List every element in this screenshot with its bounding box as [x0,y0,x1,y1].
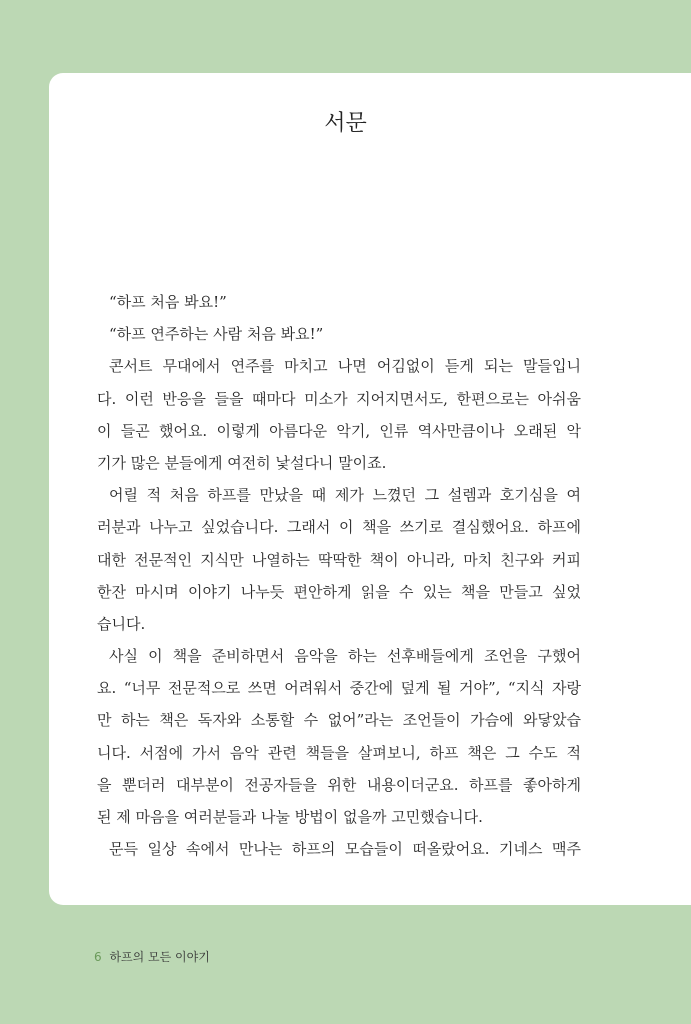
text-line: 니다. 서점에 가서 음악 관련 책들을 살펴보니, 하프 책은 그 수도 적 [97,743,581,762]
text-line: 된 제 마음을 여러분들과 나눌 방법이 없을까 고민했습니다. [97,808,483,826]
text-line: 다. 이런 반응을 들을 때마다 미소가 지어지면서도, 한편으로는 아쉬움 [97,389,581,408]
body-text [97,286,581,865]
text-line: 문득 일상 속에서 만나는 하프의 모습들이 떠올랐어요. 기네스 맥주 [109,840,581,859]
text-line: 어릴 적 처음 하프를 만났을 때 제가 느꼈던 그 설렘과 호기심을 여 [109,486,581,505]
text-line: 이 들곤 했어요. 이렇게 아름다운 악기, 인류 역사만큼이나 오래된 악 [97,421,581,440]
footer [94,948,210,965]
text-line: 한잔 마시며 이야기 나누듯 편안하게 읽을 수 있는 책을 만들고 싶었 [97,582,581,601]
page-title: 서문 [324,111,367,136]
text-line: 사실 이 책을 준비하면서 음악을 하는 선후배들에게 조언을 구했어 [109,647,581,666]
text-line: 요. “너무 전문적으로 쓰면 어려워서 중간에 덮게 될 거야”, “지식 자랑 [97,679,581,698]
text-line: “하프 처음 봐요!” [109,293,227,311]
text-line: 기가 많은 분들에게 여전히 낯설다니 말이죠. [97,453,387,472]
text-line: 만 하는 책은 독자와 소통할 수 없어”라는 조언들이 가슴에 와닿았습 [97,711,581,730]
text-line: 을 뿐더러 대부분이 전공자들을 위한 내용이더군요. 하프를 좋아하게 [97,775,581,794]
book-title: 하프의 모든 이야기 [109,950,210,964]
page-number: 6 [94,950,102,964]
text-line: 대한 전문적인 지식만 나열하는 딱딱한 책이 아니라, 마치 친구와 커피 [97,550,581,569]
text-line: 러분과 나누고 싶었습니다. 그래서 이 책을 쓰기로 결심했어요. 하프에 [97,518,581,537]
text-line: 콘서트 무대에서 연주를 마치고 나면 어김없이 듣게 되는 말들입니 [109,357,581,376]
text-line: 습니다. [97,614,146,633]
text-line: “하프 연주하는 사람 처음 봐요!” [109,325,324,344]
